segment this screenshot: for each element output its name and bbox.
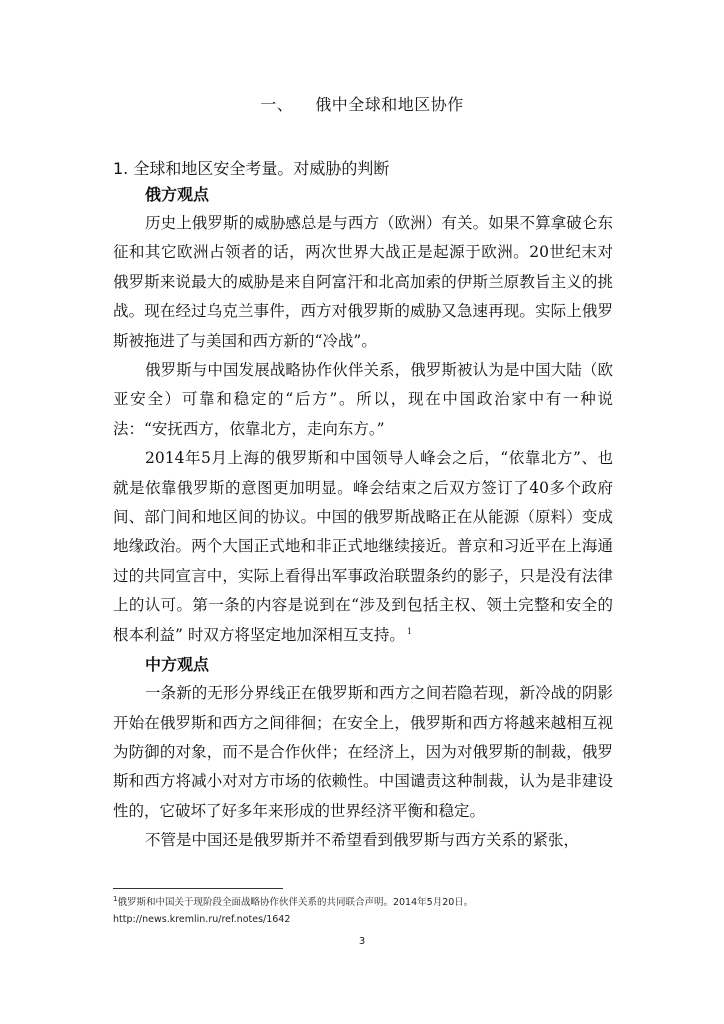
page-number: 3 bbox=[358, 936, 366, 947]
footnote-divider bbox=[113, 888, 283, 889]
chapter-title-text: 俄中全球和地区协作 bbox=[315, 95, 464, 114]
footnote-number: 1 bbox=[113, 894, 118, 903]
section-heading: 1. 全球和地区安全考量。对威胁的判断 bbox=[113, 159, 390, 178]
paragraph bbox=[113, 444, 613, 650]
paragraph: 不管是中国还是俄罗斯并不希望看到俄罗斯与西方关系的紧张， bbox=[145, 831, 580, 850]
footnote-reference[interactable]: 1 bbox=[406, 626, 412, 636]
footnote-text-line bbox=[113, 894, 633, 911]
paragraph-text: 2014年5月上海的俄罗斯和中国领导人峰会之后，“依靠北方”、也就是依靠俄罗斯的意图更加明显。峰会结束之后双方签订了40多个政府间、部门间和地区间的协议。中国的俄罗斯战略正在从能源（原料）变成地缘政治。两个大国正式地和非正式地继续接近。普京和习近平在上海通过的共同宣言中，实际上看得出军事政治联盟条约的影子，只是没有法律上的认可。第一条的内容是说到在“涉及到包括主权、领土完整和安全的根本利益” 时双方将坚定地加深相互支持。 bbox=[113, 449, 613, 644]
paragraph: 历史上俄罗斯的威胁感总是与西方（欧洲）有关。如果不算拿破仑东征和其它欧洲占领者的话，两次世界大战正是起源于欧洲。20世纪末对俄罗斯来说最大的威胁是来自阿富汗和北高加索的伊斯兰原教旨主义的挑战。现在经过乌克兰事件，西方对俄罗斯的威胁又急速再现。实际上俄罗斯被拖进了与美国和西方新的“冷战”。 bbox=[113, 214, 613, 350]
footnote-text: 俄罗斯和中国关于现阶段全面战略协作伙伴关系的共同联合声明。2014年5月20日。 bbox=[117, 897, 474, 908]
subhead-russia-view: 俄方观点 bbox=[145, 185, 210, 204]
footnote-url[interactable]: http://news.kremlin.ru/ref.notes/1642 bbox=[113, 914, 291, 925]
chapter-title bbox=[0, 92, 724, 115]
paragraph: 一条新的无形分界线正在俄罗斯和西方之间若隐若现，新冷战的阴影开始在俄罗斯和西方之间徘徊；在安全上，俄罗斯和西方将越来越相互视为防御的对象，而不是合作伙伴；在经济上，因为对俄罗斯的制裁，俄罗斯和西方将减小对对方市场的依赖性。中国谴责这种制裁，认为是非建设性的，它破坏了好多年来形成的世界经济平衡和稳定。 bbox=[113, 684, 613, 820]
body-text bbox=[113, 180, 613, 856]
footnote bbox=[113, 894, 633, 928]
paragraph: 俄罗斯与中国发展战略协作伙伴关系，俄罗斯被认为是中国大陆（欧亚安全）可靠和稳定的“后方”。所以，现在中国政治家中有一种说法：“安抚西方，依靠北方，走向东方。” bbox=[113, 361, 613, 438]
subhead-china-view: 中方观点 bbox=[145, 655, 210, 675]
chapter-number: 一、 bbox=[260, 95, 294, 114]
